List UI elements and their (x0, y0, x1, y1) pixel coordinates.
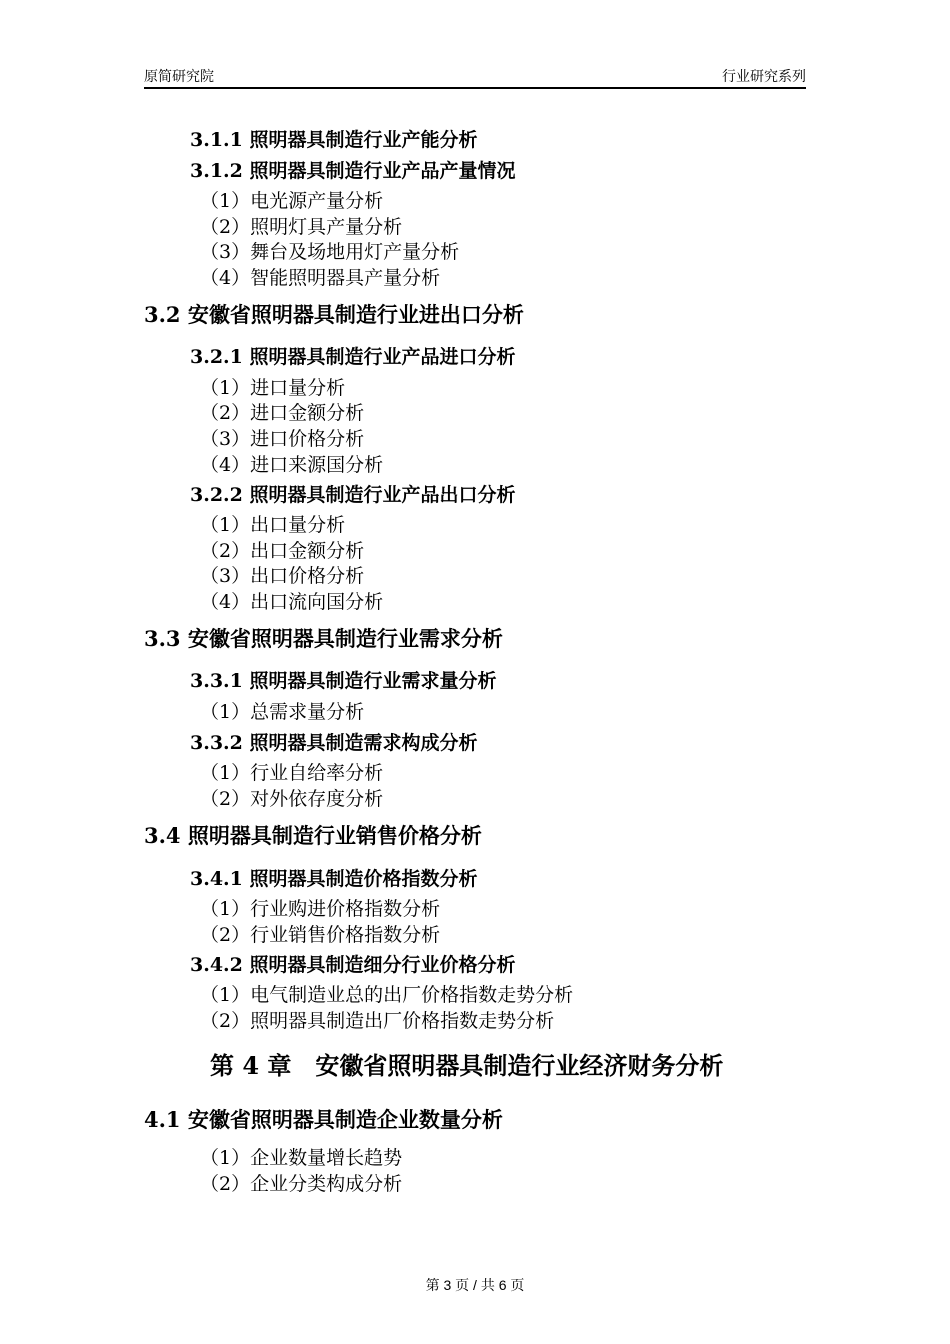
toc-entry: （1）电气制造业总的出厂价格指数走势分析 (200, 984, 574, 1006)
toc-entry: （1）企业数量增长趋势 (200, 1147, 403, 1169)
toc-entry: （2）对外依存度分析 (200, 788, 384, 810)
toc-entry: 3.2.1 照明器具制造行业产品进口分析 (190, 346, 516, 368)
toc-entry: 4.1 安徽省照明器具制造企业数量分析 (144, 1107, 503, 1132)
toc-entry: 3.2 安徽省照明器具制造行业进出口分析 (144, 302, 524, 327)
header-divider (144, 87, 806, 89)
toc-entry: （1）出口量分析 (200, 514, 346, 536)
toc-entry: 3.2.2 照明器具制造行业产品出口分析 (190, 484, 516, 506)
toc-entry: （2）进口金额分析 (200, 402, 365, 424)
toc-entry: （2）企业分类构成分析 (200, 1173, 403, 1195)
toc-entry: （1）电光源产量分析 (200, 190, 384, 212)
page-number: 第 3 页 / 共 6 页 (425, 1277, 525, 1293)
toc-entry: 3.4 照明器具制造行业销售价格分析 (144, 823, 482, 848)
toc-entry: （2）照明器具制造出厂价格指数走势分析 (200, 1010, 555, 1032)
toc-entry: （2）行业销售价格指数分析 (200, 924, 441, 946)
toc-entry: （2）出口金额分析 (200, 540, 365, 562)
toc-entry: （1）行业购进价格指数分析 (200, 898, 441, 920)
toc-entry: （3）出口价格分析 (200, 565, 365, 587)
toc-entry: （3）舞台及场地用灯产量分析 (200, 241, 460, 263)
chapter-heading: 第 4 章 安徽省照明器具制造行业经济财务分析 (210, 1051, 724, 1080)
toc-entry: 3.3.1 照明器具制造行业需求量分析 (190, 670, 497, 692)
toc-entry: 3.1.2 照明器具制造行业产品产量情况 (190, 160, 516, 182)
toc-entry: （1）进口量分析 (200, 377, 346, 399)
toc-entry: （1）行业自给率分析 (200, 762, 384, 784)
header-series: 行业研究系列 (722, 68, 806, 84)
toc-entry: （3）进口价格分析 (200, 428, 365, 450)
toc-entry: 3.3 安徽省照明器具制造行业需求分析 (144, 626, 503, 651)
toc-entry: （4）出口流向国分析 (200, 591, 384, 613)
toc-entry: （4）智能照明器具产量分析 (200, 267, 441, 289)
toc-entry: 3.3.2 照明器具制造需求构成分析 (190, 732, 478, 754)
toc-entry: 3.1.1 照明器具制造行业产能分析 (190, 129, 478, 151)
toc-entry: 3.4.2 照明器具制造细分行业价格分析 (190, 954, 516, 976)
toc-entry: （2）照明灯具产量分析 (200, 216, 403, 238)
toc-entry: （1）总需求量分析 (200, 701, 365, 723)
header-organization: 原简研究院 (144, 68, 214, 84)
toc-entry: 3.4.1 照明器具制造价格指数分析 (190, 868, 478, 890)
toc-entry: （4）进口来源国分析 (200, 454, 384, 476)
